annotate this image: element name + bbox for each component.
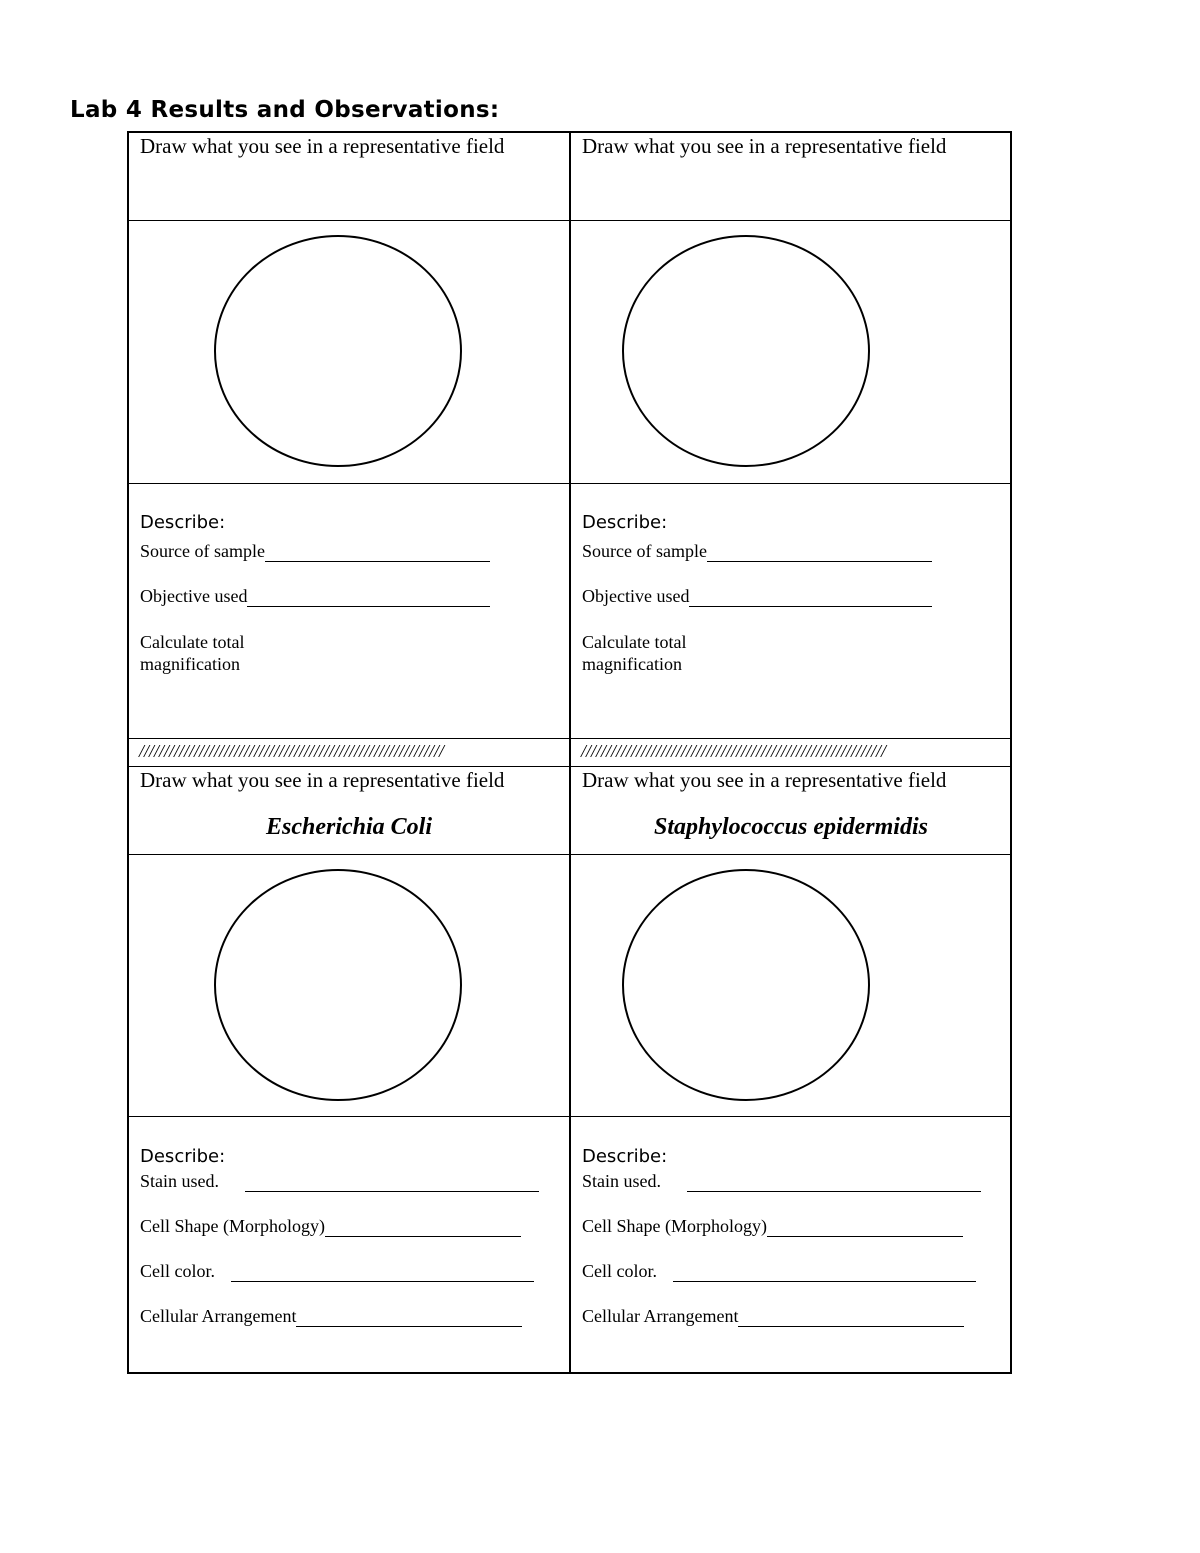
describe-cell-bottom-right	[571, 1117, 1011, 1372]
objective-used-label: Objective used	[140, 586, 248, 606]
microscope-field-circle[interactable]	[129, 855, 569, 1116]
source-of-sample-field[interactable]	[140, 541, 490, 562]
describe-label: Describe:	[582, 512, 668, 533]
cell-color-field[interactable]	[582, 1261, 976, 1282]
drawing-area-bottom-left[interactable]	[129, 855, 569, 1116]
drawing-area-bottom-right[interactable]	[571, 855, 1011, 1116]
describe-cell-bottom-left	[129, 1117, 569, 1372]
organism-name: Escherichia Coli	[265, 814, 433, 840]
stain-used-label: Stain used.	[140, 1171, 219, 1191]
cell-shape-field[interactable]	[140, 1216, 521, 1237]
observation-table	[127, 131, 1012, 1374]
slash-separator: /////////////////////////////////////////////////////////////	[581, 741, 887, 761]
drawing-area-top-right[interactable]	[571, 221, 1011, 483]
answer-line[interactable]	[738, 1308, 964, 1327]
cell-shape-label: Cell Shape (Morphology)	[140, 1216, 325, 1236]
answer-line[interactable]	[689, 588, 932, 607]
organism-name: Staphylococcus epidermidis	[654, 814, 928, 840]
answer-line[interactable]	[767, 1218, 963, 1237]
microscope-field-circle[interactable]	[571, 221, 1011, 483]
page-title: Lab 4 Results and Observations:	[70, 97, 500, 123]
cell-color-field[interactable]	[140, 1261, 534, 1282]
total-magnification-field[interactable]	[140, 631, 493, 675]
describe-cell-top-right	[571, 484, 1011, 738]
magnification-label-line1: Calculate total	[140, 632, 245, 652]
answer-line[interactable]	[296, 1308, 522, 1327]
cell-shape-field[interactable]	[582, 1216, 963, 1237]
stain-used-field[interactable]	[140, 1171, 539, 1192]
separator-cell-right	[571, 739, 1011, 766]
source-of-sample-field[interactable]	[582, 541, 932, 562]
answer-line[interactable]	[673, 1263, 976, 1282]
cellular-arrangement-label: Cellular Arrangement	[140, 1306, 297, 1326]
stain-used-label: Stain used.	[582, 1171, 661, 1191]
cellular-arrangement-field[interactable]	[140, 1306, 522, 1327]
separator-cell-left	[129, 739, 569, 766]
magnification-label-line1: Calculate total	[582, 632, 687, 652]
source-of-sample-label: Source of sample	[140, 541, 265, 561]
answer-line[interactable]	[265, 543, 490, 562]
magnification-label-line2: magnification	[582, 654, 682, 674]
prompt-cell-bottom-left	[129, 767, 569, 854]
magnification-label-line2: magnification	[140, 654, 240, 674]
drawing-area-top-left[interactable]	[129, 221, 569, 483]
cellular-arrangement-field[interactable]	[582, 1306, 964, 1327]
describe-label: Describe:	[140, 512, 226, 533]
answer-line[interactable]	[707, 543, 932, 562]
describe-label: Describe:	[140, 1146, 226, 1167]
answer-line[interactable]	[687, 1173, 981, 1192]
cellular-arrangement-label: Cellular Arrangement	[582, 1306, 739, 1326]
cell-shape-label: Cell Shape (Morphology)	[582, 1216, 767, 1236]
cell-color-label: Cell color.	[140, 1261, 215, 1281]
objective-used-field[interactable]	[140, 586, 490, 607]
slash-separator: /////////////////////////////////////////////////////////////	[139, 741, 445, 761]
objective-used-label: Objective used	[582, 586, 690, 606]
prompt-cell-top-left	[129, 133, 569, 220]
draw-prompt: Draw what you see in a representative field	[140, 134, 505, 158]
total-magnification-field[interactable]	[582, 631, 935, 675]
draw-prompt: Draw what you see in a representative field	[140, 768, 505, 792]
microscope-field-circle[interactable]	[129, 221, 569, 483]
microscope-field-circle[interactable]	[571, 855, 1011, 1116]
draw-prompt: Draw what you see in a representative field	[582, 768, 947, 792]
answer-line[interactable]	[247, 588, 490, 607]
draw-prompt: Draw what you see in a representative field	[582, 134, 947, 158]
prompt-cell-bottom-right	[571, 767, 1011, 854]
answer-line[interactable]	[231, 1263, 534, 1282]
answer-line[interactable]	[245, 1173, 539, 1192]
stain-used-field[interactable]	[582, 1171, 981, 1192]
cell-color-label: Cell color.	[582, 1261, 657, 1281]
describe-cell-top-left	[129, 484, 569, 738]
describe-label: Describe:	[582, 1146, 668, 1167]
prompt-cell-top-right	[571, 133, 1011, 220]
source-of-sample-label: Source of sample	[582, 541, 707, 561]
answer-line[interactable]	[325, 1218, 521, 1237]
objective-used-field[interactable]	[582, 586, 932, 607]
